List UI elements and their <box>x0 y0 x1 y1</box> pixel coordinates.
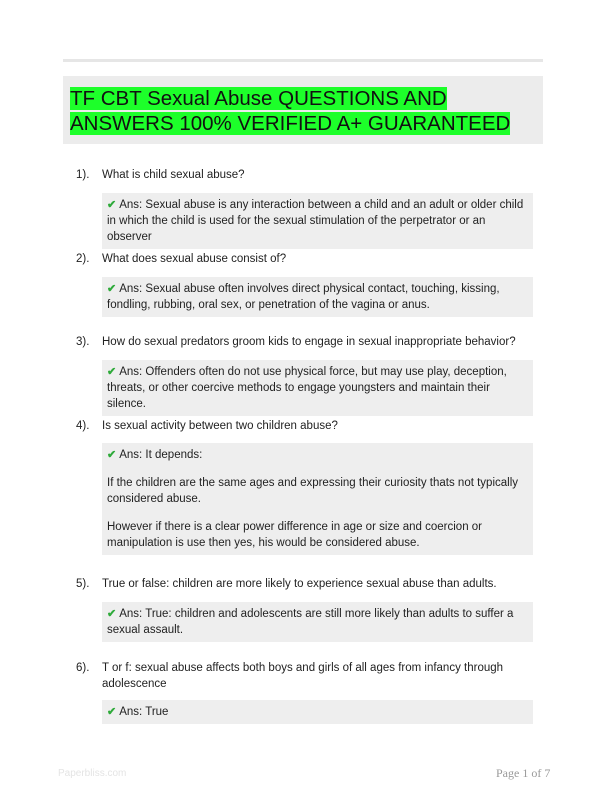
check-icon: ✔ <box>107 449 117 461</box>
page-number: Page 1 of 7 <box>496 766 551 780</box>
answer-box <box>102 602 533 642</box>
question-number: 2). <box>76 253 90 265</box>
top-divider <box>63 59 543 62</box>
answer-box <box>102 443 533 555</box>
question-number: 1). <box>76 169 90 181</box>
question-text: What does sexual abuse consist of? <box>102 253 287 265</box>
answer-text: Ans: True: children and adolescents are still more likely than adults to suffer a sexual assault. <box>107 608 514 636</box>
answer-text: Ans: True <box>119 706 169 718</box>
footer-watermark: Paperbliss.com <box>58 768 127 779</box>
check-icon: ✔ <box>107 366 117 378</box>
answer-text: Ans: Sexual abuse often involves direct physical contact, touching, kissing, fondling, rubbing, oral sex, or penetration of the vagina or anus. <box>107 283 500 311</box>
answer-box <box>102 700 533 724</box>
page-title: TF CBT Sexual Abuse QUESTIONS AND ANSWERS 100% VERIFIED A+ GUARANTEED <box>70 87 511 135</box>
question-number: 5). <box>76 578 90 590</box>
answer-box <box>102 193 533 249</box>
question-text: True or false: children are more likely to experience sexual abuse than adults. <box>102 578 497 590</box>
check-icon: ✔ <box>107 706 117 718</box>
answer-text: Ans: Sexual abuse is any interaction between a child and an adult or older child in which the child is used for the sexual stimulation of the perpetrator or an observer <box>107 199 524 243</box>
question-text: Is sexual activity between two children abuse? <box>102 420 338 432</box>
question-text: What is child sexual abuse? <box>102 169 245 181</box>
answer-paragraph: However if there is a clear power difference in age or size and coercion or manipulation is use then yes, his would be considered abuse. <box>107 521 483 549</box>
question-text: T or f: sexual abuse affects both boys and girls of all ages from infancy through adolescence <box>102 662 504 690</box>
question-number: 6). <box>76 662 90 674</box>
answer-paragraph: If the children are the same ages and expressing their curiosity thats not typically considered abuse. <box>107 477 519 505</box>
check-icon: ✔ <box>107 199 117 211</box>
check-icon: ✔ <box>107 283 117 295</box>
question-number: 3). <box>76 336 90 348</box>
answer-text: Ans: It depends: <box>119 449 203 461</box>
answer-box <box>102 360 533 416</box>
question-text: How do sexual predators groom kids to engage in sexual inappropriate behavior? <box>102 336 516 348</box>
check-icon: ✔ <box>107 608 117 620</box>
answer-text: Ans: Offenders often do not use physical force, but may use play, deception, threats, or other coercive methods to engage youngsters and maintain their silence. <box>107 366 507 410</box>
question-number: 4). <box>76 420 90 432</box>
answer-box <box>102 277 533 317</box>
